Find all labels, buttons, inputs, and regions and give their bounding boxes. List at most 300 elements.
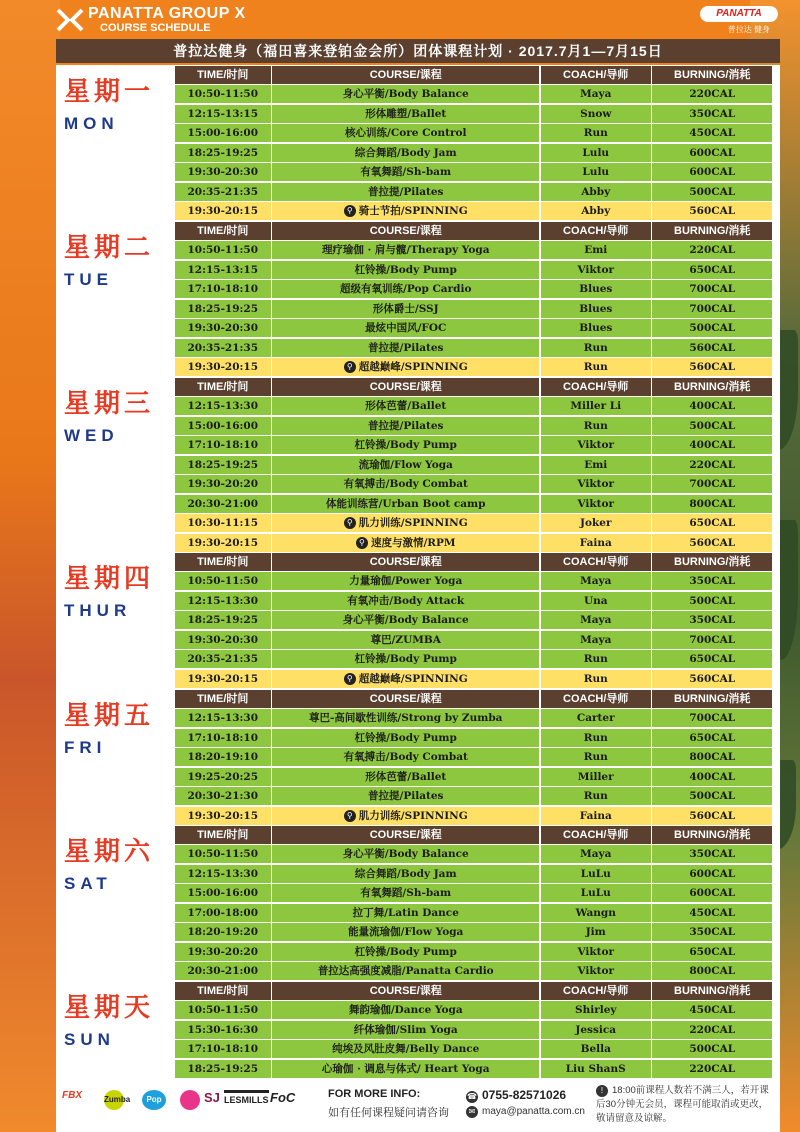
- burning-cell: 400CAL: [652, 768, 772, 786]
- course-cell: [272, 1001, 539, 1019]
- column-header: BURNING/消耗: [652, 66, 772, 84]
- coach-cell: Carter: [541, 709, 651, 727]
- table-row[interactable]: [174, 669, 776, 689]
- table-row[interactable]: [174, 962, 776, 982]
- course-name: 超越巅峰/SPINNING: [358, 361, 468, 374]
- time-cell: 19:30-20:20: [175, 475, 271, 493]
- burning-cell: 560CAL: [652, 202, 772, 220]
- course-name: 尊巴-高间歇性训练/Strong by Zumba: [309, 712, 503, 725]
- burning-cell: 650CAL: [652, 729, 772, 747]
- burning-cell: 350CAL: [652, 572, 772, 590]
- course-name: 普拉提/Pilates: [368, 790, 444, 803]
- table-row[interactable]: [174, 787, 776, 807]
- day-label: [64, 71, 174, 134]
- day-label: [64, 383, 174, 446]
- column-header: TIME/时间: [175, 378, 271, 396]
- course-cell: [272, 845, 539, 863]
- table-row[interactable]: [174, 494, 776, 514]
- burning-cell: 220CAL: [652, 1021, 772, 1039]
- panatta-logo: PANATTA: [700, 6, 778, 22]
- course-cell: [272, 436, 539, 454]
- table-row[interactable]: [174, 630, 776, 650]
- pop-cardio-logo: Pop: [142, 1090, 166, 1110]
- time-cell: 12:15-13:30: [175, 592, 271, 610]
- time-cell: 17:10-18:10: [175, 280, 271, 298]
- table-row[interactable]: [174, 767, 776, 787]
- phone-number[interactable]: ☎ 0755-82571026: [467, 1088, 567, 1102]
- coach-cell: Viktor: [541, 475, 651, 493]
- spinning-bike-icon: ⚲: [344, 810, 356, 822]
- coach-cell: Abby: [541, 183, 651, 201]
- time-cell: 20:35-21:35: [175, 183, 271, 201]
- brand-title: PANATTA GROUP X: [88, 5, 246, 22]
- time-cell: 17:10-18:10: [175, 436, 271, 454]
- coach-cell: Shirley: [541, 1001, 651, 1019]
- course-name: 有氧搏击/Body Combat: [343, 478, 468, 491]
- course-name: 纤体瑜伽/Slim Yoga: [353, 1023, 458, 1036]
- schedule-title: 普拉达健身（福田喜来登铂金会所）团体课程计划 · 2017.7月1—7月15日: [56, 39, 780, 63]
- course-name: 能量流瑜伽/Flow Yoga: [348, 926, 464, 939]
- course-name: 有氧搏击/Body Combat: [343, 751, 468, 764]
- column-header: TIME/时间: [175, 826, 271, 844]
- course-name: 身心平衡/Body Balance: [342, 88, 469, 101]
- coach-cell: Emi: [541, 241, 651, 259]
- table-row[interactable]: [174, 475, 776, 495]
- course-name: 普拉达高强度减脂/Panatta Cardio: [317, 965, 494, 978]
- table-row[interactable]: [174, 923, 776, 943]
- schedule-table: [174, 825, 776, 981]
- course-cell: [272, 729, 539, 747]
- course-cell: [272, 280, 539, 298]
- coach-cell: Maya: [541, 631, 651, 649]
- notice-text: ! 18:00前课程人数若不满三人，若开课后30分钟无会员，课程可能取消或更改，敬请留意及谅解。: [596, 1085, 769, 1124]
- course-cell: [272, 105, 539, 123]
- course-cell: [272, 85, 539, 103]
- time-cell: 15:00-16:00: [175, 884, 271, 902]
- course-name: 形体雕塑/Ballet: [365, 107, 447, 120]
- table-row[interactable]: [174, 533, 776, 553]
- burning-cell: 450CAL: [652, 1001, 772, 1019]
- course-name: 普拉提/Pilates: [368, 419, 444, 432]
- burning-cell: 400CAL: [652, 397, 772, 415]
- table-header: [174, 221, 776, 241]
- table-row[interactable]: [174, 611, 776, 631]
- course-cell: [272, 358, 539, 376]
- time-cell: 19:30-20:15: [175, 670, 271, 688]
- course-name: 肌力训练/SPINNING: [358, 517, 468, 530]
- column-header: COURSE/课程: [272, 222, 539, 240]
- day-panel-sat: [56, 825, 780, 982]
- burning-cell: 500CAL: [652, 1040, 772, 1058]
- time-cell: 18:25-19:25: [175, 456, 271, 474]
- column-header: TIME/时间: [175, 982, 271, 1000]
- time-cell: 18:25-19:25: [175, 1060, 271, 1078]
- time-cell: 20:30-21:00: [175, 495, 271, 513]
- time-cell: 10:30-11:15: [175, 514, 271, 532]
- table-row[interactable]: [174, 884, 776, 904]
- burning-cell: 500CAL: [652, 592, 772, 610]
- group-x-logo-icon: [56, 6, 84, 34]
- zumba-logo: Zumba: [104, 1090, 124, 1110]
- course-cell: [272, 611, 539, 629]
- table-header: [174, 65, 776, 85]
- table-row[interactable]: [174, 182, 776, 202]
- table-row[interactable]: [174, 85, 776, 105]
- course-name: 骑士节拍/SPINNING: [358, 205, 468, 218]
- day-name-en: THUR: [64, 601, 132, 620]
- coach-cell: Viktor: [541, 943, 651, 961]
- burning-cell: 650CAL: [652, 650, 772, 668]
- column-header: BURNING/消耗: [652, 690, 772, 708]
- burning-cell: 700CAL: [652, 631, 772, 649]
- table-row[interactable]: [174, 124, 776, 144]
- day-panel-fri: [56, 689, 780, 827]
- table-header: [174, 825, 776, 845]
- table-row[interactable]: [174, 650, 776, 670]
- burning-cell: 350CAL: [652, 923, 772, 941]
- burning-cell: 700CAL: [652, 300, 772, 318]
- time-cell: 10:50-11:50: [175, 572, 271, 590]
- time-cell: 19:30-20:30: [175, 319, 271, 337]
- course-name: 杠铃操/Body Pump: [354, 945, 457, 958]
- course-name: 尊巴/ZUMBA: [370, 633, 441, 646]
- schedule-table: [174, 221, 776, 377]
- time-cell: 12:15-13:30: [175, 709, 271, 727]
- table-row[interactable]: [174, 942, 776, 962]
- burning-cell: 600CAL: [652, 163, 772, 181]
- coach-cell: Miller: [541, 768, 651, 786]
- course-name: 综合舞蹈/Body Jam: [354, 146, 457, 159]
- day-name-cn: 星期二: [64, 233, 155, 263]
- table-row[interactable]: [174, 709, 776, 729]
- lesmills-logo: LESMILLS: [224, 1090, 269, 1105]
- course-cell: [272, 904, 539, 922]
- burning-cell: 560CAL: [652, 807, 772, 825]
- burning-cell: 220CAL: [652, 1060, 772, 1078]
- day-name-en: SAT: [64, 874, 112, 893]
- coach-cell: Maya: [541, 572, 651, 590]
- coach-cell: Miller Li: [541, 397, 651, 415]
- table-row[interactable]: [174, 728, 776, 748]
- time-cell: 15:30-16:30: [175, 1021, 271, 1039]
- coach-cell: Run: [541, 358, 651, 376]
- burning-cell: 500CAL: [652, 417, 772, 435]
- column-header: BURNING/消耗: [652, 553, 772, 571]
- table-header: [174, 552, 776, 572]
- schedule-table: [174, 65, 776, 221]
- day-panel-mon: [56, 65, 780, 222]
- course-cell: [272, 865, 539, 883]
- table-row[interactable]: [174, 163, 776, 183]
- course-cell: [272, 261, 539, 279]
- fbx-logo: FBX: [62, 1090, 82, 1101]
- table-header: [174, 689, 776, 709]
- time-cell: 17:10-18:10: [175, 1040, 271, 1058]
- course-cell: [272, 807, 539, 825]
- time-cell: 12:15-13:30: [175, 397, 271, 415]
- time-cell: 15:00-16:00: [175, 124, 271, 142]
- table-row[interactable]: [174, 416, 776, 436]
- course-cell: [272, 514, 539, 532]
- course-name: 最炫中国风/FOC: [365, 322, 447, 335]
- course-cell: [272, 631, 539, 649]
- table-row[interactable]: [174, 806, 776, 826]
- ssj-logo: SJ: [204, 1090, 220, 1105]
- foc-logo: FoC: [270, 1090, 296, 1105]
- course-name: 形体芭蕾/Ballet: [365, 770, 447, 783]
- burning-cell: 220CAL: [652, 456, 772, 474]
- column-header: COACH/导师: [541, 378, 651, 396]
- table-row[interactable]: [174, 1020, 776, 1040]
- day-name-cn: 星期一: [64, 77, 155, 107]
- day-name-cn: 星期六: [64, 837, 155, 867]
- table-row[interactable]: [174, 1059, 776, 1079]
- column-header: COURSE/课程: [272, 982, 539, 1000]
- table-row[interactable]: [174, 1001, 776, 1021]
- burning-cell: 650CAL: [652, 943, 772, 961]
- coach-cell: Run: [541, 729, 651, 747]
- coach-cell: Viktor: [541, 436, 651, 454]
- burning-cell: 450CAL: [652, 904, 772, 922]
- table-row[interactable]: [174, 748, 776, 768]
- course-cell: [272, 241, 539, 259]
- course-cell: [272, 650, 539, 668]
- course-cell: [272, 475, 539, 493]
- more-info-label: FOR MORE INFO:: [328, 1088, 421, 1100]
- course-cell: [272, 592, 539, 610]
- course-name: 杠铃操/Body Pump: [354, 731, 457, 744]
- coach-cell: Faina: [541, 807, 651, 825]
- column-header: COACH/导师: [541, 982, 651, 1000]
- course-cell: [272, 1021, 539, 1039]
- day-panel-thur: [56, 552, 780, 690]
- day-name-en: FRI: [64, 738, 107, 757]
- course-name: 超级有氧训练/Pop Cardio: [340, 283, 472, 296]
- coach-cell: Wangn: [541, 904, 651, 922]
- time-cell: 15:00-16:00: [175, 417, 271, 435]
- column-header: BURNING/消耗: [652, 982, 772, 1000]
- schedule-table: [174, 377, 776, 553]
- table-row[interactable]: [174, 397, 776, 417]
- burning-cell: 350CAL: [652, 105, 772, 123]
- course-cell: [272, 456, 539, 474]
- coach-cell: Emi: [541, 456, 651, 474]
- course-name: 心瑜伽 · 调息与体式/ Heart Yoga: [321, 1062, 490, 1075]
- table-row[interactable]: [174, 864, 776, 884]
- background-left-photo: [0, 0, 60, 1132]
- schedule-table: [174, 689, 776, 826]
- header: [0, 0, 800, 40]
- table-row[interactable]: [174, 241, 776, 261]
- time-cell: 19:30-20:15: [175, 534, 271, 552]
- table-row[interactable]: [174, 104, 776, 124]
- column-header: COACH/导师: [541, 826, 651, 844]
- course-cell: [272, 495, 539, 513]
- table-row[interactable]: [174, 572, 776, 592]
- coach-cell: Run: [541, 417, 651, 435]
- coach-cell: Jim: [541, 923, 651, 941]
- course-cell: [272, 670, 539, 688]
- burning-cell: 650CAL: [652, 514, 772, 532]
- burning-cell: 800CAL: [652, 748, 772, 766]
- day-name-cn: 星期五: [64, 701, 155, 731]
- coach-cell: Blues: [541, 300, 651, 318]
- course-cell: [272, 787, 539, 805]
- course-name: 杠铃操/Body Pump: [354, 439, 457, 452]
- spinning-bike-icon: ⚲: [344, 673, 356, 685]
- time-cell: 10:50-11:50: [175, 85, 271, 103]
- coach-cell: Run: [541, 339, 651, 357]
- brand-subtitle: COURSE SCHEDULE: [100, 22, 211, 34]
- day-label: [64, 987, 174, 1050]
- spinning-bike-icon: ⚲: [344, 205, 356, 217]
- ask-label: 如有任何课程疑问请咨询: [328, 1107, 449, 1119]
- table-row[interactable]: [174, 436, 776, 456]
- panatta-logo-sub: 普拉达 健身: [727, 25, 770, 34]
- column-header: COACH/导师: [541, 66, 651, 84]
- course-name: 综合舞蹈/Body Jam: [354, 867, 457, 880]
- time-cell: 20:30-21:00: [175, 962, 271, 980]
- table-row[interactable]: [174, 358, 776, 378]
- day-name-en: WED: [64, 426, 119, 445]
- column-header: BURNING/消耗: [652, 826, 772, 844]
- time-cell: 19:30-20:15: [175, 202, 271, 220]
- coach-cell: Maya: [541, 845, 651, 863]
- day-label: [64, 558, 174, 621]
- course-name: 杠铃操/Body Pump: [354, 653, 457, 666]
- time-cell: 18:20-19:10: [175, 748, 271, 766]
- table-row[interactable]: [174, 514, 776, 534]
- burning-cell: 600CAL: [652, 865, 772, 883]
- day-name-en: MON: [64, 114, 119, 133]
- course-cell: [272, 183, 539, 201]
- burning-cell: 600CAL: [652, 884, 772, 902]
- table-row[interactable]: [174, 143, 776, 163]
- table-row[interactable]: [174, 319, 776, 339]
- course-cell: [272, 923, 539, 941]
- coach-cell: Viktor: [541, 261, 651, 279]
- course-name: 理疗瑜伽 · 肩与髋/Therapy Yoga: [321, 244, 490, 257]
- time-cell: 20:30-21:30: [175, 787, 271, 805]
- coach-cell: LuLu: [541, 884, 651, 902]
- table-header: [174, 981, 776, 1001]
- coach-cell: Run: [541, 650, 651, 668]
- coach-cell: Snow: [541, 105, 651, 123]
- time-cell: 10:50-11:50: [175, 845, 271, 863]
- email-address[interactable]: ✉ maya@panatta.com.cn: [466, 1106, 585, 1118]
- table-row[interactable]: [174, 1040, 776, 1060]
- table-row[interactable]: [174, 260, 776, 280]
- column-header: COURSE/课程: [272, 826, 539, 844]
- course-name: 普拉提/Pilates: [368, 185, 444, 198]
- time-cell: 18:25-19:25: [175, 144, 271, 162]
- column-header: COACH/导师: [541, 222, 651, 240]
- coach-cell: Viktor: [541, 495, 651, 513]
- coach-cell: Jessica: [541, 1021, 651, 1039]
- column-header: TIME/时间: [175, 66, 271, 84]
- burning-cell: 400CAL: [652, 436, 772, 454]
- course-name: 流瑜伽/Flow Yoga: [358, 458, 453, 471]
- column-header: BURNING/消耗: [652, 222, 772, 240]
- column-header: COURSE/课程: [272, 690, 539, 708]
- time-cell: 17:00-18:00: [175, 904, 271, 922]
- time-cell: 18:25-19:25: [175, 300, 271, 318]
- course-name: 有氧舞蹈/Sh-bam: [360, 166, 452, 179]
- coach-cell: Lulu: [541, 144, 651, 162]
- course-cell: [272, 572, 539, 590]
- course-name: 杠铃操/Body Pump: [354, 263, 457, 276]
- coach-cell: Faina: [541, 534, 651, 552]
- coach-cell: Abby: [541, 202, 651, 220]
- schedule-table: [174, 981, 776, 1079]
- burning-cell: 560CAL: [652, 358, 772, 376]
- table-row[interactable]: [174, 338, 776, 358]
- column-header: COURSE/课程: [272, 553, 539, 571]
- day-label: [64, 227, 174, 290]
- time-cell: 12:15-13:30: [175, 865, 271, 883]
- course-cell: [272, 300, 539, 318]
- coach-cell: Lulu: [541, 163, 651, 181]
- course-cell: [272, 962, 539, 980]
- burning-cell: 650CAL: [652, 261, 772, 279]
- coach-cell: Maya: [541, 611, 651, 629]
- table-row[interactable]: [174, 455, 776, 475]
- info-icon: !: [596, 1085, 608, 1097]
- time-cell: 19:30-20:15: [175, 807, 271, 825]
- burning-cell: 560CAL: [652, 670, 772, 688]
- time-cell: 19:25-20:25: [175, 768, 271, 786]
- time-cell: 20:35-21:35: [175, 650, 271, 668]
- burning-cell: 500CAL: [652, 319, 772, 337]
- footer: [56, 1078, 780, 1132]
- day-name-cn: 星期四: [64, 564, 155, 594]
- burning-cell: 220CAL: [652, 241, 772, 259]
- course-cell: [272, 748, 539, 766]
- course-cell: [272, 124, 539, 142]
- table-row[interactable]: [174, 591, 776, 611]
- table-row[interactable]: [174, 903, 776, 923]
- table-row[interactable]: [174, 845, 776, 865]
- course-cell: [272, 534, 539, 552]
- burning-cell: 450CAL: [652, 124, 772, 142]
- course-cell: [272, 417, 539, 435]
- course-name: 舞韵瑜伽/Dance Yoga: [348, 1004, 463, 1017]
- course-name: 拉丁舞/Latin Dance: [352, 906, 459, 919]
- ballet-logo: [180, 1090, 200, 1110]
- burning-cell: 500CAL: [652, 183, 772, 201]
- column-header: COURSE/课程: [272, 378, 539, 396]
- time-cell: 10:50-11:50: [175, 1001, 271, 1019]
- day-name-en: TUE: [64, 270, 113, 289]
- column-header: TIME/时间: [175, 690, 271, 708]
- day-panel-tue: [56, 221, 780, 378]
- coach-cell: Joker: [541, 514, 651, 532]
- coach-cell: Liu ShanS: [541, 1060, 651, 1078]
- course-name: 普拉提/Pilates: [368, 341, 444, 354]
- table-row[interactable]: [174, 299, 776, 319]
- course-name: 纯埃及风肚皮舞/Belly Dance: [332, 1043, 480, 1056]
- column-header: TIME/时间: [175, 222, 271, 240]
- course-name: 核心训练/Core Control: [345, 127, 467, 140]
- burning-cell: 800CAL: [652, 495, 772, 513]
- table-row[interactable]: [174, 202, 776, 222]
- burning-cell: 600CAL: [652, 144, 772, 162]
- burning-cell: 500CAL: [652, 787, 772, 805]
- table-row[interactable]: [174, 280, 776, 300]
- coach-cell: Run: [541, 748, 651, 766]
- coach-cell: Run: [541, 124, 651, 142]
- day-name-cn: 星期三: [64, 389, 155, 419]
